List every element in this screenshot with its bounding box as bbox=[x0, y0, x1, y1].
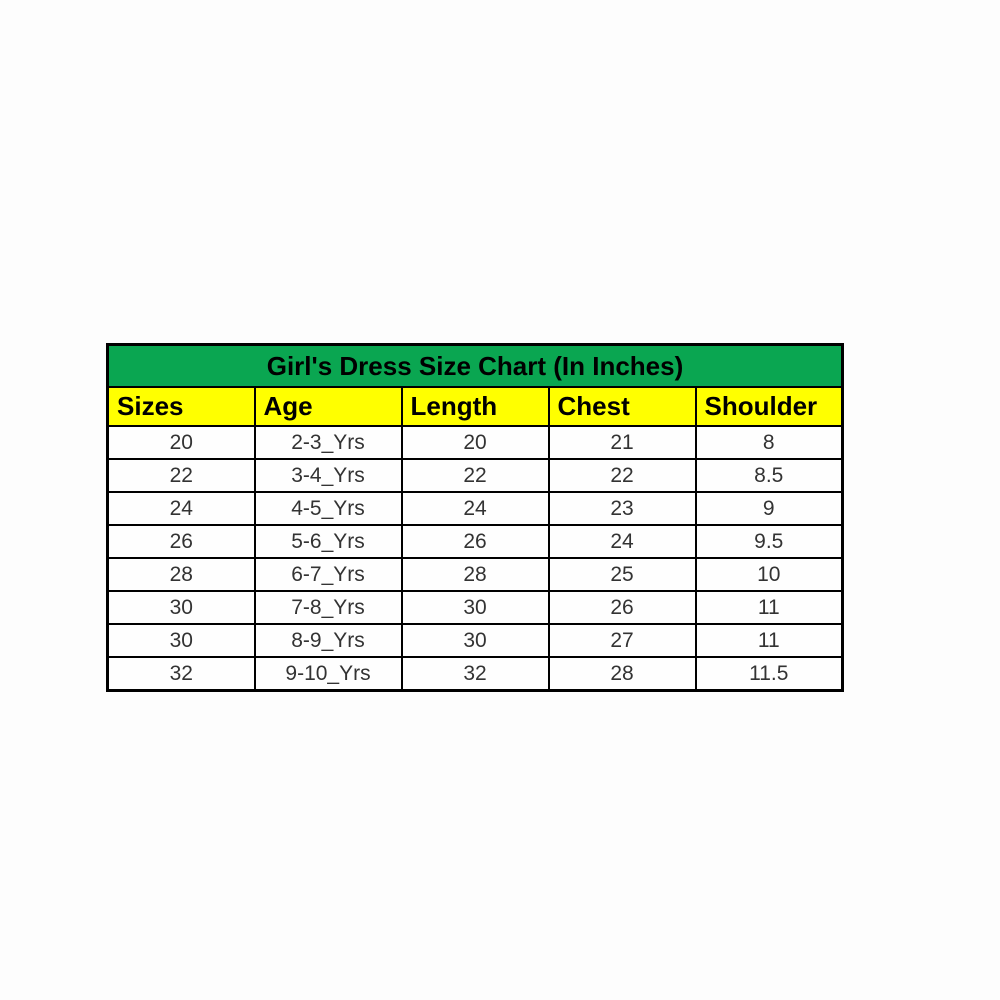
table-row bbox=[108, 459, 843, 492]
table-cell: 4-5_Yrs bbox=[255, 492, 402, 525]
table-cell: 8.5 bbox=[696, 459, 843, 492]
table-cell: 11.5 bbox=[696, 657, 843, 691]
table-cell: 21 bbox=[549, 426, 696, 459]
table-cell: 22 bbox=[108, 459, 255, 492]
table-cell: 30 bbox=[402, 624, 549, 657]
table-row bbox=[108, 591, 843, 624]
table-cell: 20 bbox=[402, 426, 549, 459]
table-cell: 20 bbox=[108, 426, 255, 459]
table-cell: 28 bbox=[402, 558, 549, 591]
table-cell: 28 bbox=[549, 657, 696, 691]
table-cell: 30 bbox=[108, 591, 255, 624]
table-row bbox=[108, 624, 843, 657]
size-chart-table bbox=[106, 343, 844, 692]
table-cell: 9 bbox=[696, 492, 843, 525]
table-cell: 27 bbox=[549, 624, 696, 657]
table-cell: 11 bbox=[696, 591, 843, 624]
table-cell: 6-7_Yrs bbox=[255, 558, 402, 591]
table-cell: 9.5 bbox=[696, 525, 843, 558]
column-header-chest: Chest bbox=[549, 387, 696, 426]
table-cell: 8-9_Yrs bbox=[255, 624, 402, 657]
table-cell: 2-3_Yrs bbox=[255, 426, 402, 459]
column-header-age: Age bbox=[255, 387, 402, 426]
table-cell: 22 bbox=[402, 459, 549, 492]
column-header-length: Length bbox=[402, 387, 549, 426]
table-cell: 25 bbox=[549, 558, 696, 591]
table-row bbox=[108, 558, 843, 591]
table-header-row bbox=[108, 387, 843, 426]
table-cell: 23 bbox=[549, 492, 696, 525]
table-cell: 28 bbox=[108, 558, 255, 591]
table-cell: 8 bbox=[696, 426, 843, 459]
table-cell: 32 bbox=[402, 657, 549, 691]
table-cell: 7-8_Yrs bbox=[255, 591, 402, 624]
table-cell: 32 bbox=[108, 657, 255, 691]
table-cell: 26 bbox=[108, 525, 255, 558]
table-cell: 30 bbox=[402, 591, 549, 624]
table-cell: 24 bbox=[549, 525, 696, 558]
table-cell: 26 bbox=[402, 525, 549, 558]
table-title: Girl's Dress Size Chart (In Inches) bbox=[108, 345, 843, 388]
table-row bbox=[108, 525, 843, 558]
table-row bbox=[108, 492, 843, 525]
table-cell: 9-10_Yrs bbox=[255, 657, 402, 691]
table-cell: 3-4_Yrs bbox=[255, 459, 402, 492]
table-row bbox=[108, 426, 843, 459]
table-cell: 22 bbox=[549, 459, 696, 492]
table-cell: 24 bbox=[108, 492, 255, 525]
table-cell: 10 bbox=[696, 558, 843, 591]
table-cell: 30 bbox=[108, 624, 255, 657]
table-cell: 11 bbox=[696, 624, 843, 657]
table-cell: 24 bbox=[402, 492, 549, 525]
column-header-sizes: Sizes bbox=[108, 387, 255, 426]
table-cell: 5-6_Yrs bbox=[255, 525, 402, 558]
table-row bbox=[108, 657, 843, 691]
table-title-row bbox=[108, 345, 843, 388]
table-body bbox=[108, 426, 843, 691]
column-header-shoulder: Shoulder bbox=[696, 387, 843, 426]
size-chart-container bbox=[106, 343, 844, 692]
table-cell: 26 bbox=[549, 591, 696, 624]
